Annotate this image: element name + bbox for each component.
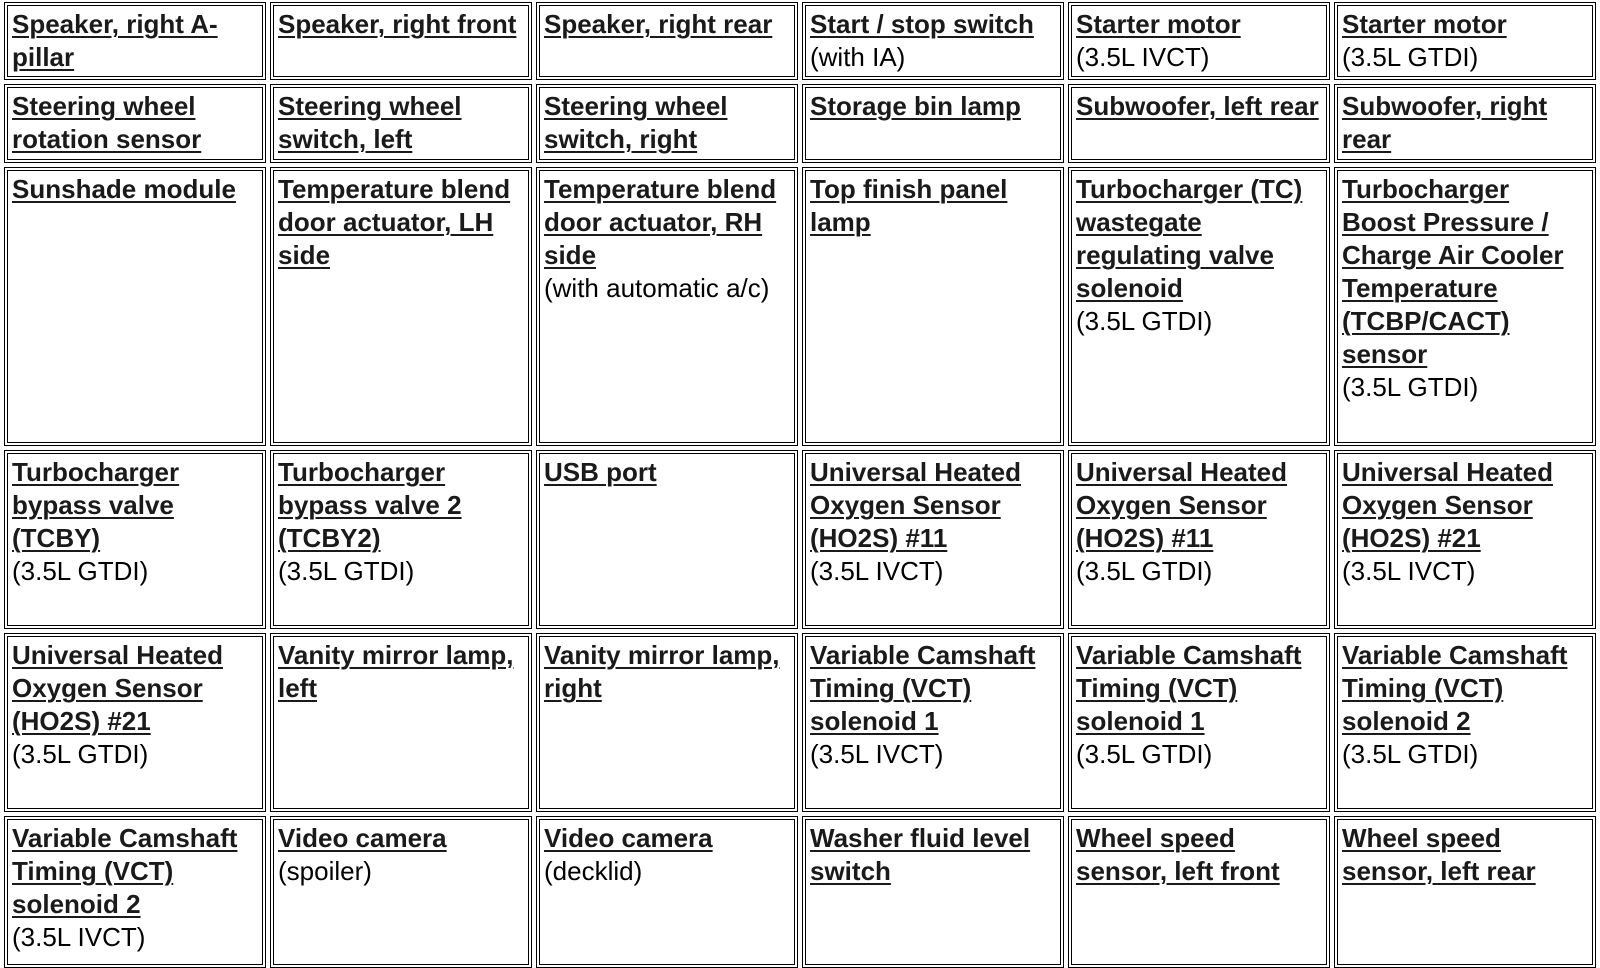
component-link[interactable]: Temperature blend door actuator, LH side [278,174,511,270]
component-link[interactable]: Turbocharger bypass valve 2 (TCBY2) [278,457,462,553]
component-link[interactable]: Variable Camshaft Timing (VCT) solenoid 2 [12,823,238,919]
component-link[interactable]: Top finish panel lamp [810,174,1008,237]
component-link[interactable]: Turbocharger bypass valve (TCBY) [12,457,180,553]
component-link[interactable]: Universal Heated Oxygen Sensor (HO2S) #11 [1076,457,1287,553]
component-note: (with IA) [810,42,906,72]
table-cell [1068,84,1330,163]
component-link[interactable]: Variable Camshaft Timing (VCT) solenoid 1 [1076,640,1302,736]
component-link[interactable]: Universal Heated Oxygen Sensor (HO2S) #21 [12,640,223,736]
component-link[interactable]: Subwoofer, left rear [1076,91,1319,121]
component-link[interactable]: Washer fluid level switch [810,823,1031,886]
component-link[interactable]: USB port [544,457,657,487]
table-cell [802,84,1064,163]
component-note: (3.5L IVCT) [810,739,944,769]
table-cell [1334,633,1596,812]
table-cell [270,84,532,163]
table-cell [802,450,1064,629]
table-cell [270,633,532,812]
component-link[interactable]: Turbocharger (TC) wastegate regulating valve solenoid [1076,174,1303,303]
component-note: (3.5L GTDI) [1076,306,1213,336]
table-cell [1334,84,1596,163]
component-note: (spoiler) [278,856,372,886]
component-link[interactable]: Steering wheel switch, left [278,91,462,154]
table-cell [1334,816,1596,968]
table-cell [1068,167,1330,446]
table-cell [536,167,798,446]
table-cell [4,633,266,812]
component-index-table [4,2,1596,952]
table-cell [4,816,266,968]
table-cell [802,633,1064,812]
table-cell [536,84,798,163]
component-note: (3.5L IVCT) [1342,556,1476,586]
table-cell [1068,633,1330,812]
component-note: (3.5L GTDI) [12,739,149,769]
table-cell [1334,167,1596,446]
component-link[interactable]: Subwoofer, right rear [1342,91,1548,154]
table-cell [4,450,266,629]
table-cell [1068,816,1330,968]
component-link[interactable]: Speaker, right rear [544,9,773,39]
component-link[interactable]: Sunshade module [12,174,236,204]
component-note: (decklid) [544,856,643,886]
table-cell [536,816,798,968]
table-cell [536,450,798,629]
table-cell [536,633,798,812]
table-cell [1334,450,1596,629]
component-link[interactable]: Wheel speed sensor, left front [1076,823,1280,886]
component-note: (with automatic a/c) [544,273,770,303]
component-link[interactable]: Variable Camshaft Timing (VCT) solenoid 1 [810,640,1036,736]
component-link[interactable]: Start / stop switch [810,9,1034,39]
component-link[interactable]: Speaker, right front [278,9,517,39]
table-cell [1068,2,1330,80]
component-note: (3.5L GTDI) [1076,556,1213,586]
component-note: (3.5L IVCT) [12,922,146,952]
table-cell [802,167,1064,446]
component-link[interactable]: Speaker, right A-pillar [12,9,218,72]
table-cell [802,816,1064,968]
component-link[interactable]: Temperature blend door actuator, RH side [544,174,777,270]
component-link[interactable]: Storage bin lamp [810,91,1021,121]
component-note: (3.5L GTDI) [1342,739,1479,769]
component-note: (3.5L GTDI) [278,556,415,586]
table-cell [4,167,266,446]
component-link[interactable]: Vanity mirror lamp, left [278,640,514,703]
table-cell [270,167,532,446]
table-cell [536,2,798,80]
component-link[interactable]: Steering wheel switch, right [544,91,728,154]
component-link[interactable]: Video camera [544,823,713,853]
component-note: (3.5L GTDI) [1342,372,1479,402]
table-cell [1334,2,1596,80]
table-cell [802,2,1064,80]
table-cell [270,450,532,629]
component-link[interactable]: Universal Heated Oxygen Sensor (HO2S) #11 [810,457,1021,553]
component-note: (3.5L GTDI) [1342,42,1479,72]
table-cell [4,84,266,163]
component-note: (3.5L GTDI) [1076,739,1213,769]
component-link[interactable]: Vanity mirror lamp, right [544,640,780,703]
component-link[interactable]: Starter motor [1342,9,1507,39]
component-note: (3.5L IVCT) [810,556,944,586]
component-link[interactable]: Variable Camshaft Timing (VCT) solenoid 2 [1342,640,1568,736]
component-link[interactable]: Wheel speed sensor, left rear [1342,823,1536,886]
table-cell [270,2,532,80]
component-link[interactable]: Steering wheel rotation sensor [12,91,202,154]
table-cell [4,2,266,80]
component-link[interactable]: Turbocharger Boost Pressure / Charge Air Cooler Temperature (TCBP/CACT) sensor [1342,174,1564,369]
component-link[interactable]: Video camera [278,823,447,853]
table-cell [1068,450,1330,629]
component-note: (3.5L IVCT) [1076,42,1210,72]
component-note: (3.5L GTDI) [12,556,149,586]
component-link[interactable]: Starter motor [1076,9,1241,39]
table-cell [270,816,532,968]
component-link[interactable]: Universal Heated Oxygen Sensor (HO2S) #21 [1342,457,1553,553]
